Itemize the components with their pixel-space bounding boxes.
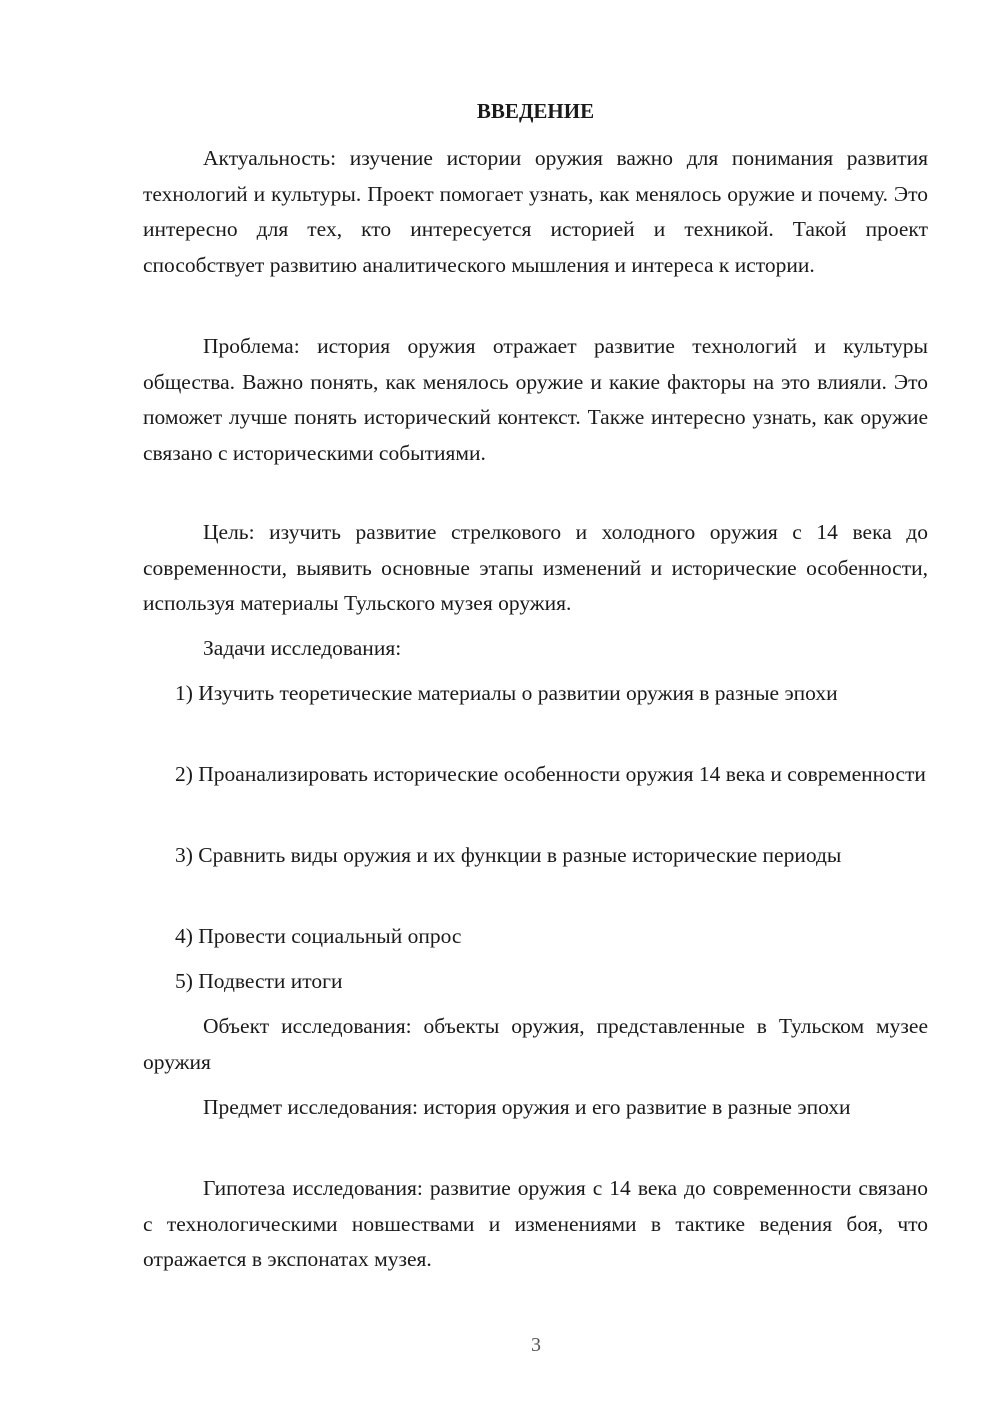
task-item-5: 5) Подвести итоги: [175, 969, 343, 993]
page-number: 3: [531, 1334, 541, 1356]
task-item-3: 3) Сравнить виды оружия и их функции в разные исторические периоды: [175, 843, 842, 867]
paragraph-subject: Предмет исследования: история оружия и его развитие в разные эпохи: [203, 1095, 851, 1119]
tasks-heading: Задачи исследования:: [203, 636, 402, 660]
task-item-4: 4) Провести социальный опрос: [175, 924, 462, 948]
paragraph-object: Объект исследования: объекты оружия, представленные в Тульском музее оружия: [143, 1014, 928, 1074]
section-heading: ВВЕДЕНИЕ: [476, 99, 595, 123]
paragraph-hypothesis: Гипотеза исследования: развитие оружия с 14 века до современности связано с технологическими новшествами и изменениями в тактике ведения боя, что отражается в экспонатах музея.: [143, 1176, 928, 1271]
paragraph-goal: Цель: изучить развитие стрелкового и холодного оружия с 14 века до современности, выявить основные этапы изменений и исторические особенности, используя материалы Тульского музея оружия.: [143, 520, 928, 615]
paragraph-relevance: Актуальность: изучение истории оружия важно для понимания развития технологий и культуры. Проект помогает узнать, как менялось оружие и почему. Это интересно для тех, кто интересуется историей и техникой. Такой проект способствует развитию аналитического мышления и интереса к истории.: [143, 146, 928, 277]
paragraph-problem: Проблема: история оружия отражает развитие технологий и культуры общества. Важно понять, как менялось оружие и какие факторы на это влияли. Это поможет лучше понять исторический контекст. Также интересно узнать, как оружие связано с историческими событиями.: [143, 334, 928, 465]
task-item-1: 1) Изучить теоретические материалы о развитии оружия в разные эпохи: [175, 681, 838, 705]
task-item-2: 2) Проанализировать исторические особенности оружия 14 века и современности: [175, 762, 926, 786]
